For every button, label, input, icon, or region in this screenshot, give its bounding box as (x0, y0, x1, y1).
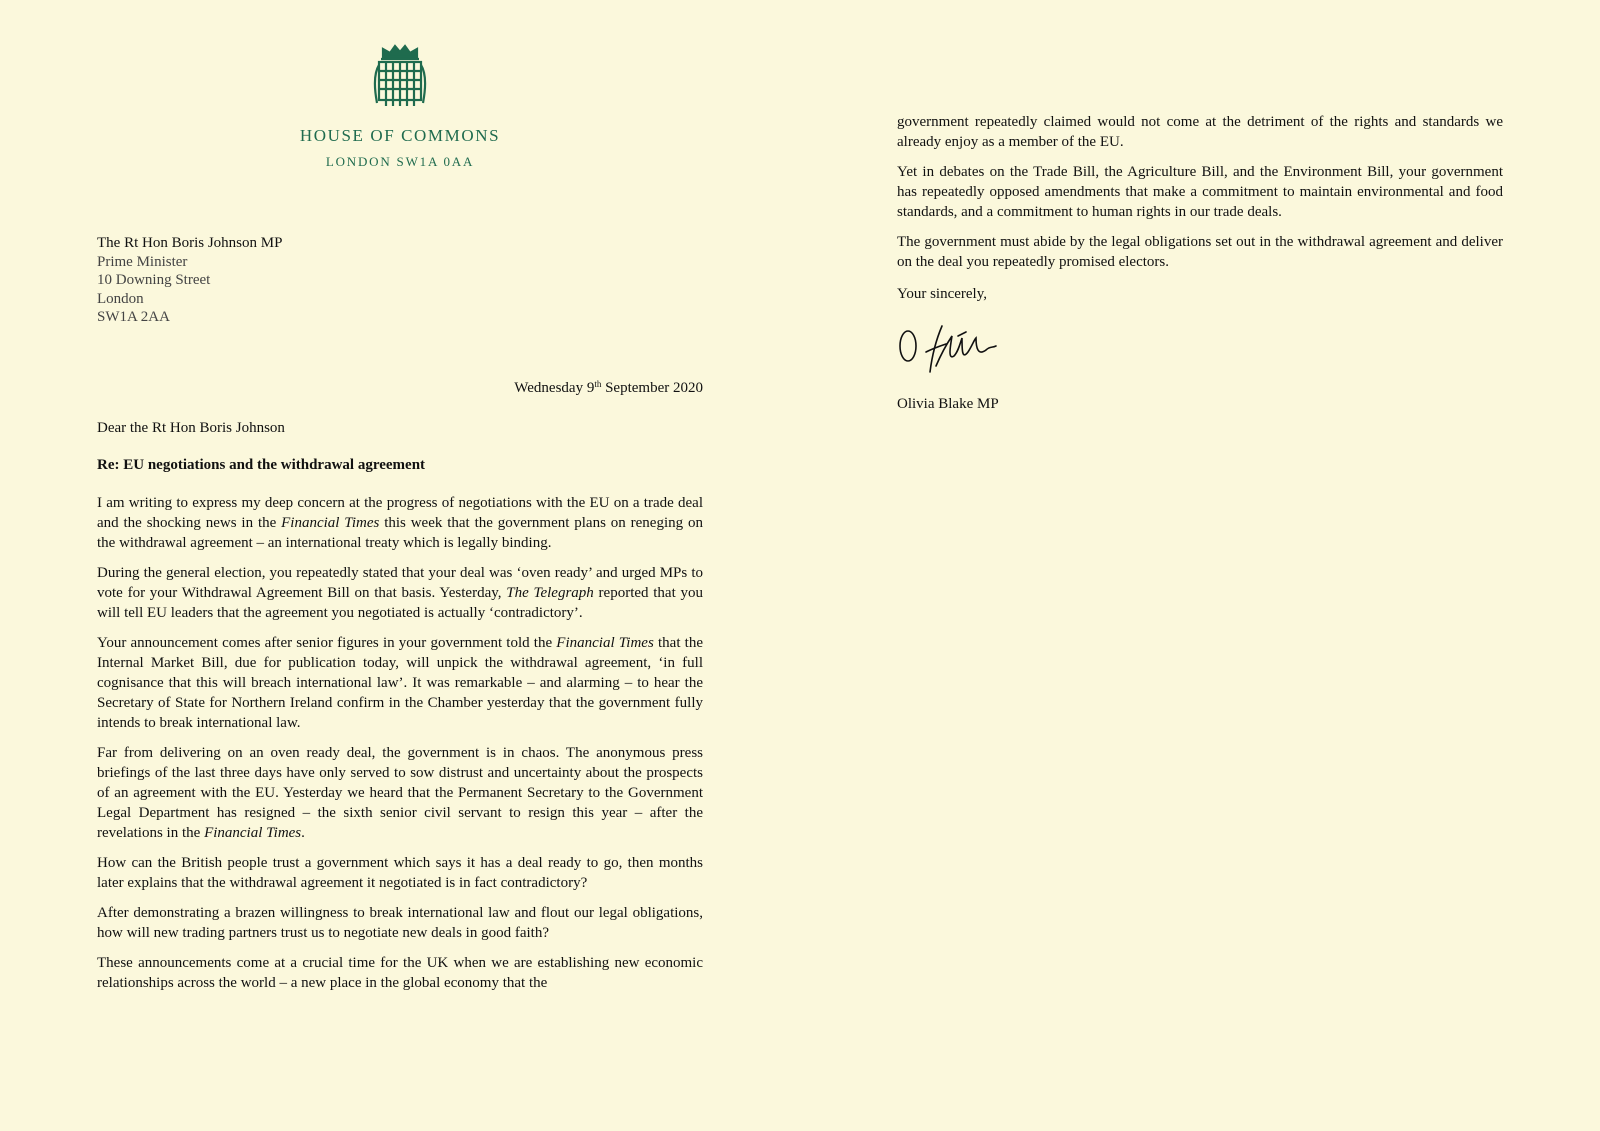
body-paragraph (97, 853, 703, 893)
recipient-line: London (97, 290, 144, 307)
paragraph-text: Your announcement comes after senior figures in your government told the (97, 635, 557, 651)
publication-title: The Telegraph (506, 585, 594, 601)
publication-title: Financial Times (281, 515, 380, 531)
paragraph-text: I am writing to express my deep concern at the progress of negotiations with the EU on a trade deal and the shocking news in the (97, 495, 703, 531)
body-paragraph (97, 953, 703, 993)
recipient-line: The Rt Hon Boris Johnson MP (97, 235, 283, 251)
paragraph-text: During the general election, you repeatedly stated that your deal was ‘oven ready’ and urged MPs to vote for your Withdrawal Agreement Bill on that basis. Yesterday, (97, 565, 703, 601)
closing: Your sincerely, (897, 286, 987, 302)
subject-line: Re: EU negotiations and the withdrawal agreement (97, 457, 426, 473)
paragraph-text: reported that you will tell EU leaders that the agreement you negotiated is actually ‘contradictory’. (97, 585, 703, 621)
signatory-name: Olivia Blake MP (897, 396, 999, 412)
letterhead-title: HOUSE OF COMMONS (299, 126, 501, 145)
letter-date (420, 380, 703, 397)
recipient-line: SW1A 2AA (97, 309, 170, 326)
paragraph-text: this week that the government plans on reneging on the withdrawal agreement – an international treaty which is legally binding. (97, 515, 703, 551)
body-paragraph (97, 743, 703, 843)
body-paragraph (897, 232, 1503, 272)
body-paragraph (897, 112, 1503, 152)
salutation: Dear the Rt Hon Boris Johnson (97, 420, 285, 436)
date-prefix: Wednesday 9 (514, 380, 595, 396)
body-paragraph (97, 633, 703, 733)
portcullis-icon (371, 43, 429, 111)
paragraph-text: How can the British people trust a government which says it has a deal ready to go, then months later explains that the withdrawal agreement it negotiated is in fact contradictory? (97, 855, 703, 891)
paragraph-text: These announcements come at a crucial time for the UK when we are establishing new economic relationships across the world – a new place in the global economy that the (97, 955, 703, 991)
body-paragraph (97, 563, 703, 623)
paragraph-text: Yet in debates on the Trade Bill, the Agriculture Bill, and the Environment Bill, your government has repeatedly opposed amendments that make a commitment to maintain environmental and food standards, and a commitment to human rights in our trade deals. (897, 164, 1503, 220)
paragraph-text: After demonstrating a brazen willingness to break international law and flout our legal obligations, how will new trading partners trust us to negotiate new deals in good faith? (97, 905, 703, 941)
publication-title: Financial Times (204, 825, 302, 841)
paragraph-text: The government must abide by the legal obligations set out in the withdrawal agreement and deliver on the deal you repeatedly promised electors. (897, 234, 1503, 270)
recipient-line: Prime Minister (97, 253, 188, 270)
letter-body-continued (897, 112, 1503, 282)
publication-title: Financial Times (556, 635, 654, 651)
date-rest: September 2020 (601, 380, 703, 396)
paragraph-text: Far from delivering on an oven ready deal, the government is in chaos. The anonymous press briefings of the last three days have only served to sow distrust and uncertainty about the prospects of an agreement with the EU. Yesterday we heard that the Permanent Secretary to the Government Legal Department has resigned – the sixth senior civil servant to resign this year – after the revelations in the (97, 745, 703, 841)
recipient-address (97, 234, 282, 327)
paragraph-text: . (301, 825, 305, 841)
letterhead-address: LONDON SW1A 0AA (325, 154, 475, 169)
paragraph-text: that the Internal Market Bill, due for publication today, will unpick the withdrawal agreement, ‘in full cognisance that this will breach international law’. It was remarkable – and alarming – to hear the Secretary of State for Northern Ireland confirm in the Chamber yesterday that the government fully intends to break international law. (97, 635, 703, 731)
signature-icon (896, 322, 1004, 376)
letter-body (97, 493, 703, 1003)
body-paragraph (97, 903, 703, 943)
date-ordinal: th (594, 379, 602, 389)
paragraph-text: government repeatedly claimed would not come at the detriment of the rights and standards we already enjoy as a member of the EU. (897, 114, 1503, 150)
body-paragraph (97, 493, 703, 553)
recipient-line: 10 Downing Street (97, 272, 211, 289)
body-paragraph (897, 162, 1503, 222)
letter-page-2 (800, 0, 1600, 1131)
